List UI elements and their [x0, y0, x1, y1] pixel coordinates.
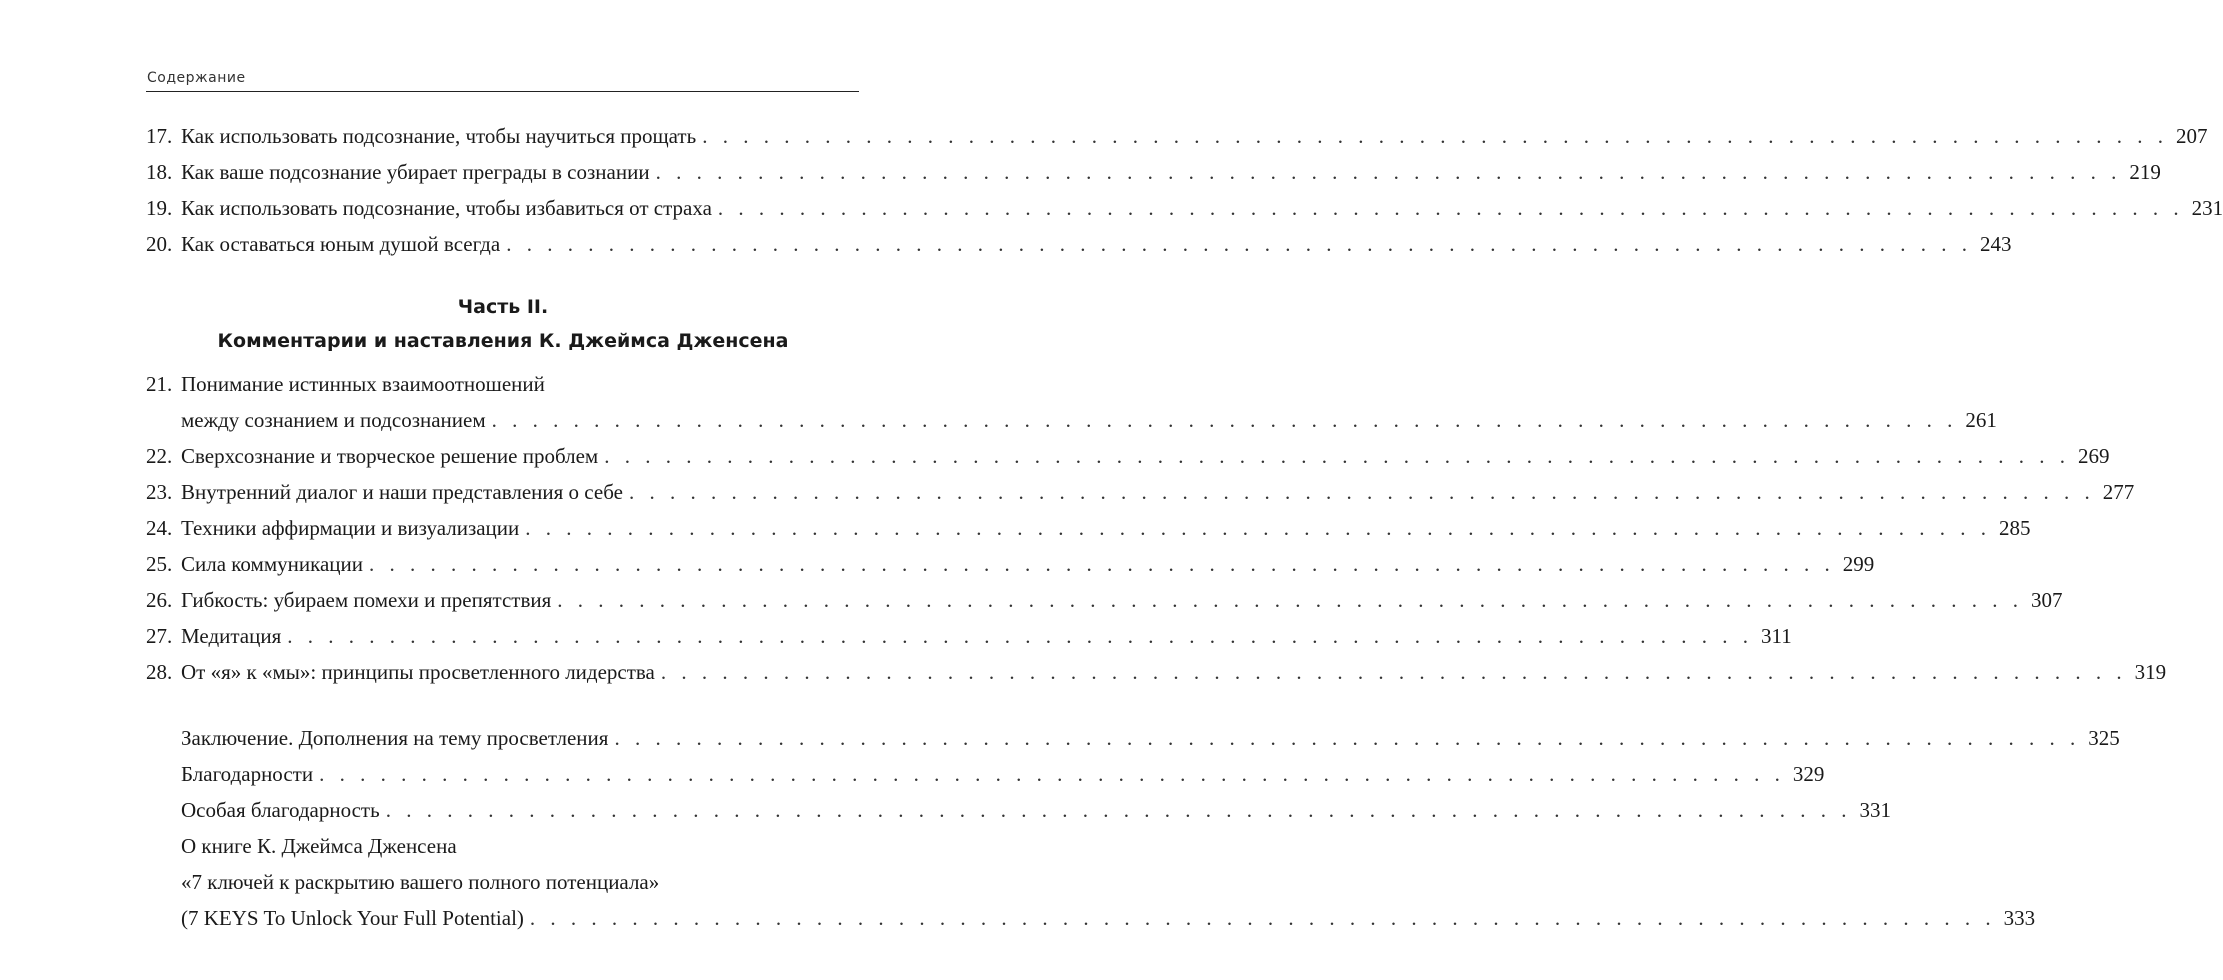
toc-entry-27[interactable] [146, 618, 1792, 654]
dot-leader: . . . . . . . . . . . . . . . . . . . . . . . . . . . . . . . . . . . . . . . . . . . . . . . . . . . . . . . . . . . . . . . . . . . . . . . . [506, 232, 1972, 256]
dot-leader: . . . . . . . . . . . . . . . . . . . . . . . . . . . . . . . . . . . . . . . . . . . . . . . . . . . . . . . . . . . . . . . . . . . . . . . . [385, 798, 1852, 822]
dot-leader: . . . . . . . . . . . . . . . . . . . . . . . . . . . . . . . . . . . . . . . . . . . . . . . . . . . . . . . . . . . . . . . . . . . . . . . . [628, 480, 2095, 504]
entry-page-number: 329 [1792, 762, 1825, 786]
dot-leader: . . . . . . . . . . . . . . . . . . . . . . . . . . . . . . . . . . . . . . . . . . . . . . . . . . . . . . . . . . . . . . . . . . . . . . . . [614, 726, 2081, 750]
toc-back-matter-list [146, 720, 2120, 936]
entry-title: Сверхсознание и творческое решение проблем [181, 444, 599, 468]
toc-entry-24[interactable] [146, 510, 2031, 546]
entry-page-number: 269 [2077, 444, 2110, 468]
entry-page-number: 311 [1761, 624, 1792, 648]
dot-leader: . . . . . . . . . . . . . . . . . . . . . . . . . . . . . . . . . . . . . . . . . . . . . . . . . . . . . . . . . . . . . . . . . . . . . . . . [655, 160, 2122, 184]
running-head: Содержание [147, 70, 246, 86]
entry-title-line2: «7 ключей к раскрытию вашего полного потенциала» [181, 870, 660, 894]
toc-entry-special-thanks[interactable] [146, 792, 1891, 828]
part-heading-title: Комментарии и наставления К. Джеймса Дженсена [217, 330, 789, 352]
entry-title: Как использовать подсознание, чтобы избавиться от страха [181, 196, 712, 220]
entry-title: Как ваше подсознание убирает преграды в сознании [181, 160, 650, 184]
part-heading [146, 290, 860, 358]
toc-entry-21-line1[interactable] [146, 366, 860, 402]
toc-entry-conclusion[interactable] [146, 720, 2120, 756]
dot-leader: . . . . . . . . . . . . . . . . . . . . . . . . . . . . . . . . . . . . . . . . . . . . . . . . . . . . . . . . . . . . . . . . . . . . . . . . [369, 552, 1835, 576]
dot-leader: . . . . . . . . . . . . . . . . . . . . . . . . . . . . . . . . . . . . . . . . . . . . . . . . . . . . . . . . . . . . . . . . . . . . . . . . [525, 516, 1992, 540]
entry-page-number: 243 [1979, 232, 2012, 256]
toc-entry-acknowledgements[interactable] [146, 756, 1825, 792]
toc-entry-28[interactable] [146, 654, 2167, 690]
entry-title: Как оставаться юным душой всегда [181, 232, 501, 256]
dot-leader: . . . . . . . . . . . . . . . . . . . . . . . . . . . . . . . . . . . . . . . . . . . . . . . . . . . . . . . . . . . . . . . . . . . . . . . . [702, 124, 2168, 148]
entry-number: 23. [146, 480, 173, 504]
entry-title-line1: О книге К. Джеймса Дженсена [181, 834, 457, 858]
entry-number: 18. [146, 160, 173, 184]
dot-leader: . . . . . . . . . . . . . . . . . . . . . . . . . . . . . . . . . . . . . . . . . . . . . . . . . . . . . . . . . . . . . . . . . . . . . . . . [717, 196, 2184, 220]
toc-entry-17[interactable] [146, 118, 2208, 154]
toc-entry-20[interactable] [146, 226, 2012, 262]
dot-leader: . . . . . . . . . . . . . . . . . . . . . . . . . . . . . . . . . . . . . . . . . . . . . . . . . . . . . . . . . . . . . . . . . . . . . . . . [319, 762, 1785, 786]
toc-entry-about-book-line3[interactable] [146, 900, 2036, 936]
dot-leader: . . . . . . . . . . . . . . . . . . . . . . . . . . . . . . . . . . . . . . . . . . . . . . . . . . . . . . . . . . . . . . . . . . . . . . . . [660, 660, 2127, 684]
entry-title: От «я» к «мы»: принципы просветленного лидерства [181, 660, 655, 684]
entry-title: Как использовать подсознание, чтобы научиться прощать [181, 124, 697, 148]
entry-number: 24. [146, 516, 173, 540]
toc-part2-list [146, 366, 2167, 690]
dot-leader: . . . . . . . . . . . . . . . . . . . . . . . . . . . . . . . . . . . . . . . . . . . . . . . . . . . . . . . . . . . . . . . . . . . . . . . . [604, 444, 2070, 468]
entry-page-number: 319 [2134, 660, 2167, 684]
entry-number: 17. [146, 124, 173, 148]
entry-title: Заключение. Дополнения на тему просветления [181, 726, 609, 750]
entry-number: 20. [146, 232, 173, 256]
entry-number: 25. [146, 552, 173, 576]
entry-page-number: 219 [2129, 160, 2161, 184]
entry-number: 27. [146, 624, 173, 648]
dot-leader: . . . . . . . . . . . . . . . . . . . . . . . . . . . . . . . . . . . . . . . . . . . . . . . . . . . . . . . . . . . . . . . . . . . . . . . . [491, 408, 1958, 432]
toc-entry-26[interactable] [146, 582, 2063, 618]
dot-leader: . . . . . . . . . . . . . . . . . . . . . . . . . . . . . . . . . . . . . . . . . . . . . . . . . . . . . . . . . . . . . . . . . . . . . . . . [287, 624, 1754, 648]
entry-page-number: 333 [2003, 906, 2036, 930]
toc-part1-list [146, 118, 2223, 262]
entry-number: 28. [146, 660, 173, 684]
entry-page-number: 325 [2088, 726, 2120, 750]
entry-title-line1: Понимание истинных взаимоотношений [181, 372, 545, 396]
part-heading-number: Часть II. [457, 296, 549, 318]
entry-number: 21. [146, 372, 173, 396]
entry-number: 26. [146, 588, 173, 612]
toc-entry-21-line2[interactable] [146, 402, 1997, 438]
dot-leader: . . . . . . . . . . . . . . . . . . . . . . . . . . . . . . . . . . . . . . . . . . . . . . . . . . . . . . . . . . . . . . . . . . . . . . . . [557, 588, 2024, 612]
dot-leader: . . . . . . . . . . . . . . . . . . . . . . . . . . . . . . . . . . . . . . . . . . . . . . . . . . . . . . . . . . . . . . . . . . . . . . . . [529, 906, 1996, 930]
entry-title: Особая благодарность [181, 798, 380, 822]
entry-page-number: 277 [2102, 480, 2135, 504]
entry-title: Сила коммуникации [181, 552, 364, 576]
toc-entry-23[interactable] [146, 474, 2135, 510]
entry-page-number: 285 [1999, 516, 2031, 540]
entry-title-line2: между сознанием и подсознанием [181, 408, 486, 432]
entry-page-number: 261 [1965, 408, 1997, 432]
entry-page-number: 299 [1842, 552, 1875, 576]
header-rule [146, 91, 859, 92]
entry-title-line3: (7 KEYS To Unlock Your Full Potential) [181, 906, 524, 930]
entry-title: Техники аффирмации и визуализации [181, 516, 520, 540]
entry-number: 19. [146, 196, 173, 220]
entry-title: Внутренний диалог и наши представления о себе [181, 480, 623, 504]
toc-entry-18[interactable] [146, 154, 2161, 190]
toc-entry-19[interactable] [146, 190, 2223, 226]
toc-entry-about-book-line1[interactable] [146, 828, 860, 864]
toc-entry-25[interactable] [146, 546, 1875, 582]
entry-title: Медитация [181, 624, 282, 648]
toc-entry-about-book-line2[interactable] [146, 864, 860, 900]
entry-title: Гибкость: убираем помехи и препятствия [181, 588, 552, 612]
toc-entry-22[interactable] [146, 438, 2110, 474]
entry-title: Благодарности [181, 762, 314, 786]
entry-number: 22. [146, 444, 173, 468]
entry-page-number: 231 [2191, 196, 2223, 220]
entry-page-number: 331 [1859, 798, 1891, 822]
entry-page-number: 207 [2175, 124, 2208, 148]
entry-page-number: 307 [2031, 588, 2063, 612]
